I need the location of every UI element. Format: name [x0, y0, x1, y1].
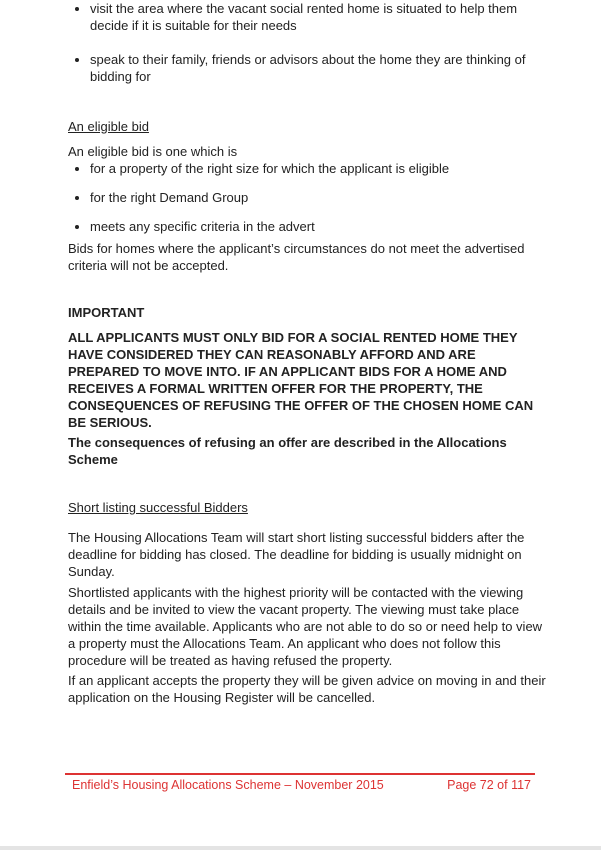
- eligible-bid-intro: An eligible bid is one which is: [68, 144, 238, 159]
- important-warning-text: ALL APPLICANTS MUST ONLY BID FOR A SOCIAL RENTED HOME THEY HAVE CONSIDERED THEY CAN REASONABLY AFFORD AND ARE PREPARED TO MOVE INTO. IF AN APPLICANT BIDS FOR A HOME AND RECEIVES A FORMAL WRITTEN OFFER FOR THE PROPERTY, THE CONSEQUENCES OF REFUSING THE OFFER OF THE CHOSEN HOME CAN BE SERIOUS.: [68, 330, 534, 430]
- list-item: • for the right Demand Group: [90, 189, 546, 206]
- short-listing-paragraph: If an applicant accepts the property they will be given advice on moving in and their application on the Housing Register will be cancelled.: [68, 673, 546, 705]
- footer: [72, 778, 531, 793]
- document-body: [68, 0, 546, 706]
- list-item: • speak to their family, friends or advisors about the home they are thinking of bidding for: [90, 51, 546, 85]
- list-item: • for a property of the right size for which the applicant is eligible: [90, 160, 546, 177]
- footer-page-number: Page 72 of 117: [447, 778, 531, 792]
- important-heading: IMPORTANT: [68, 305, 145, 320]
- bids-not-accepted-note: Bids for homes where the applicant’s circumstances do not meet the advertised criteria will not be accepted.: [68, 241, 525, 273]
- footer-rule: [65, 773, 535, 775]
- short-listing-heading: Short listing successful Bidders: [68, 500, 248, 515]
- eligible-bid-heading: An eligible bid: [68, 119, 149, 134]
- short-listing-paragraph: The Housing Allocations Team will start short listing successful bidders after the deadline for bidding has closed. The deadline for bidding is usually midnight on Sunday.: [68, 530, 525, 579]
- list-item: • visit the area where the vacant social rented home is situated to help them decide if it is suitable for their needs: [90, 0, 546, 34]
- footer-document-title: Enfield’s Housing Allocations Scheme – November 2015: [72, 778, 384, 792]
- pre-bid-advice-list: [68, 0, 546, 85]
- eligible-bid-list: [68, 160, 546, 235]
- list-item: • meets any specific criteria in the advert: [90, 218, 546, 235]
- page-bottom-edge: [0, 846, 601, 850]
- refusal-consequences-note: The consequences of refusing an offer are described in the Allocations Scheme: [68, 435, 507, 467]
- short-listing-paragraph: Shortlisted applicants with the highest priority will be contacted with the viewing details and be invited to view the vacant property. The viewing must take place within the time available. Applicants who are not able to do so or need help to view a property must the Allocations Team. An applicant who does not follow this procedure will be treated as having refused the property.: [68, 585, 543, 668]
